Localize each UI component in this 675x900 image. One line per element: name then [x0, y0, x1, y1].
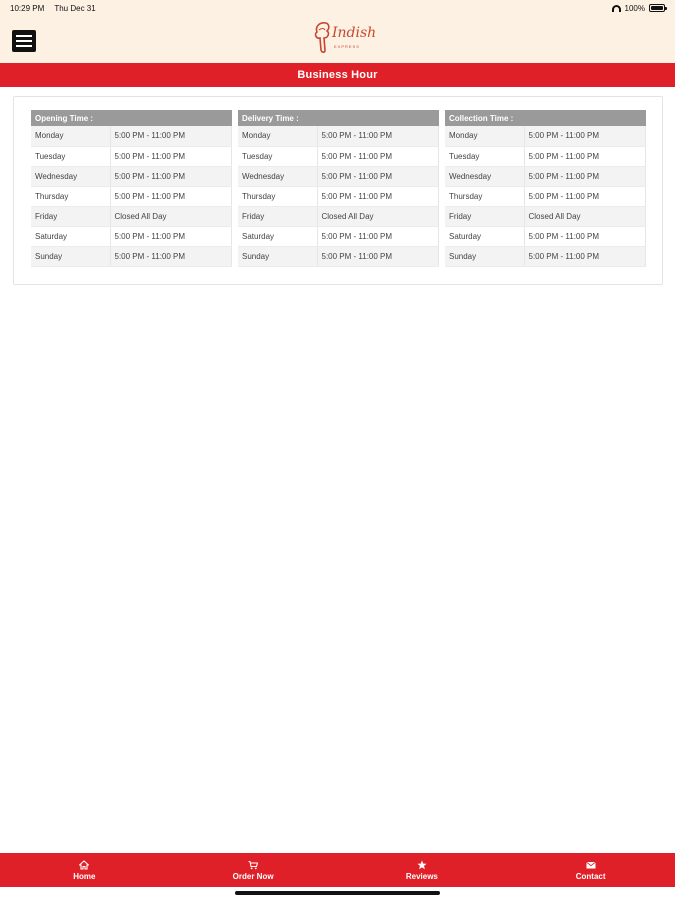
- status-right: [612, 4, 665, 13]
- table-heading: Delivery Time :: [238, 110, 439, 126]
- day-cell: Thursday: [445, 186, 524, 206]
- hours-table-delivery: [238, 110, 439, 267]
- menu-button[interactable]: [12, 30, 36, 52]
- hours-cell: 5:00 PM - 11:00 PM: [110, 186, 232, 206]
- hours-cell: Closed All Day: [110, 206, 232, 226]
- day-cell: Tuesday: [238, 146, 317, 166]
- hours-cell: 5:00 PM - 11:00 PM: [524, 246, 646, 266]
- table-row: [31, 226, 232, 246]
- day-cell: Saturday: [445, 226, 524, 246]
- day-cell: Saturday: [238, 226, 317, 246]
- table-row: [238, 206, 439, 226]
- table-row: [31, 126, 232, 146]
- table-row: [31, 146, 232, 166]
- day-cell: Sunday: [31, 246, 110, 266]
- status-time: 10:29 PM: [10, 3, 45, 13]
- battery-percent: 100%: [624, 3, 645, 13]
- app-header: [0, 16, 675, 63]
- hours-table-collection: [445, 110, 646, 267]
- table-row: [445, 126, 646, 146]
- day-cell: Tuesday: [31, 146, 110, 166]
- table-row: [445, 166, 646, 186]
- nav-order-now[interactable]: [169, 853, 338, 887]
- brand-logo[interactable]: [310, 20, 377, 58]
- nav-contact[interactable]: [506, 853, 675, 887]
- table-row: [445, 186, 646, 206]
- menu-bar-icon: [16, 35, 32, 37]
- day-cell: Friday: [238, 206, 317, 226]
- table-row: [31, 246, 232, 266]
- day-cell: Wednesday: [445, 166, 524, 186]
- page-title: Business Hour: [0, 63, 675, 87]
- hours-cell: 5:00 PM - 11:00 PM: [524, 186, 646, 206]
- day-cell: Monday: [238, 126, 317, 146]
- hours-cell: 5:00 PM - 11:00 PM: [110, 246, 232, 266]
- logo-text: Indish: [332, 25, 377, 41]
- chef-hat-logo-icon: [310, 20, 334, 54]
- hours-cell: Closed All Day: [317, 206, 439, 226]
- envelope-icon: [586, 860, 596, 870]
- table-heading: Collection Time :: [445, 110, 646, 126]
- day-cell: Wednesday: [31, 166, 110, 186]
- table-row: [238, 166, 439, 186]
- hours-table-opening: [31, 110, 232, 267]
- hours-cell: 5:00 PM - 11:00 PM: [110, 226, 232, 246]
- table-heading: Opening Time :: [31, 110, 232, 126]
- table-row: [31, 166, 232, 186]
- business-hours-card: [13, 96, 663, 285]
- nav-label: Order Now: [232, 871, 274, 881]
- hours-cell: 5:00 PM - 11:00 PM: [524, 166, 646, 186]
- table-row: [445, 146, 646, 166]
- table-row: [445, 246, 646, 266]
- bottom-navigation: [0, 853, 675, 887]
- hours-tables: [31, 110, 646, 267]
- day-cell: Friday: [445, 206, 524, 226]
- hours-cell: 5:00 PM - 11:00 PM: [317, 166, 439, 186]
- nav-label: Reviews: [405, 871, 438, 881]
- day-cell: Sunday: [238, 246, 317, 266]
- table-row: [445, 226, 646, 246]
- day-cell: Thursday: [31, 186, 110, 206]
- battery-icon: [649, 4, 665, 12]
- menu-bar-icon: [16, 40, 32, 42]
- star-icon: [417, 860, 427, 870]
- table-row: [238, 246, 439, 266]
- nav-reviews[interactable]: [338, 853, 507, 887]
- table-row: [238, 226, 439, 246]
- day-cell: Sunday: [445, 246, 524, 266]
- hours-cell: 5:00 PM - 11:00 PM: [110, 146, 232, 166]
- hours-cell: 5:00 PM - 11:00 PM: [317, 146, 439, 166]
- wifi-icon: [612, 5, 621, 12]
- table-row: [238, 186, 439, 206]
- day-cell: Thursday: [238, 186, 317, 206]
- cart-icon: [248, 860, 258, 870]
- day-cell: Monday: [445, 126, 524, 146]
- home-indicator: [235, 891, 440, 895]
- nav-home[interactable]: [0, 853, 169, 887]
- hours-cell: 5:00 PM - 11:00 PM: [317, 186, 439, 206]
- table-row: [31, 186, 232, 206]
- logo-subtext: EXPRESS: [334, 44, 360, 49]
- table-row: [238, 146, 439, 166]
- hours-cell: 5:00 PM - 11:00 PM: [110, 166, 232, 186]
- hours-cell: 5:00 PM - 11:00 PM: [524, 226, 646, 246]
- day-cell: Monday: [31, 126, 110, 146]
- home-icon: [79, 860, 89, 870]
- nav-label: Contact: [575, 871, 606, 881]
- menu-bar-icon: [16, 45, 32, 47]
- status-date: Thu Dec 31: [54, 3, 96, 13]
- hours-cell: 5:00 PM - 11:00 PM: [317, 226, 439, 246]
- nav-label: Home: [73, 871, 96, 881]
- hours-cell: 5:00 PM - 11:00 PM: [524, 126, 646, 146]
- table-row: [31, 206, 232, 226]
- hours-cell: 5:00 PM - 11:00 PM: [110, 126, 232, 146]
- hours-cell: 5:00 PM - 11:00 PM: [524, 146, 646, 166]
- hours-cell: 5:00 PM - 11:00 PM: [317, 126, 439, 146]
- status-left: [10, 4, 104, 13]
- status-bar: [0, 0, 675, 16]
- hours-cell: Closed All Day: [524, 206, 646, 226]
- table-row: [238, 126, 439, 146]
- day-cell: Saturday: [31, 226, 110, 246]
- day-cell: Friday: [31, 206, 110, 226]
- day-cell: Tuesday: [445, 146, 524, 166]
- day-cell: Wednesday: [238, 166, 317, 186]
- hours-cell: 5:00 PM - 11:00 PM: [317, 246, 439, 266]
- table-row: [445, 206, 646, 226]
